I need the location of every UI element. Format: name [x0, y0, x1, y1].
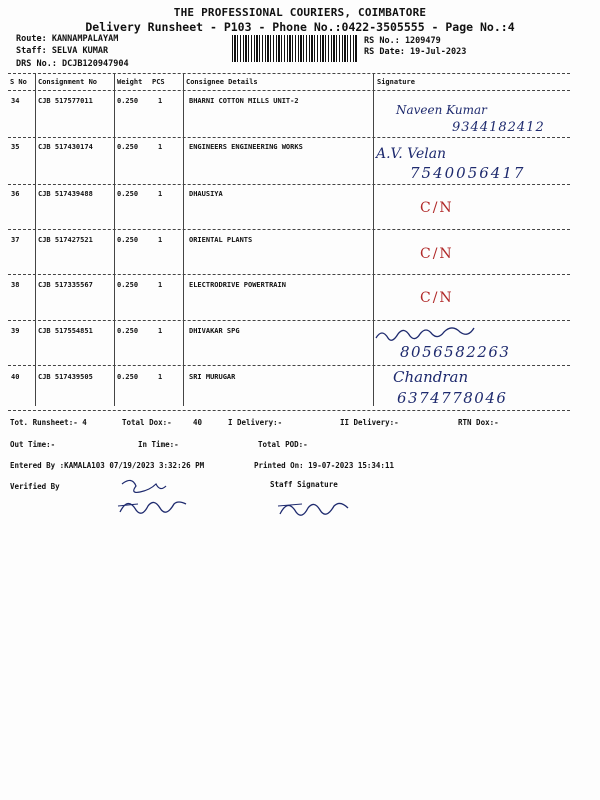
row-divider	[8, 320, 570, 321]
cell-consignment: CJB 517554851	[38, 327, 93, 335]
row-divider	[8, 365, 570, 366]
cell-consignment: CJB 517430174	[38, 143, 93, 151]
verifier-signature	[116, 476, 196, 520]
cell-weight: 0.250	[117, 143, 139, 151]
col-header-weight: Weight	[117, 78, 143, 86]
cell-consignee: DHIVAKAR SPG	[189, 327, 240, 335]
cell-sno: 40	[11, 373, 20, 381]
row-divider	[8, 274, 570, 275]
cell-consignee: DHAUSIYA	[189, 190, 223, 198]
handwritten-signature: Naveen Kumar	[396, 103, 487, 117]
cell-sno: 37	[11, 236, 20, 244]
table-top-border	[8, 73, 570, 74]
handwritten-signature: A.V. Velan	[376, 146, 447, 162]
cell-pcs: 1	[158, 97, 163, 105]
in-time: In Time:-	[138, 440, 179, 449]
cn-stamp: C/N	[420, 200, 454, 216]
handwritten-phone: 8056582263	[400, 343, 511, 361]
col-header-signature: Signature	[377, 78, 415, 86]
entered-by: Entered By :KAMALA103 07/19/2023 3:32:26 PM	[10, 461, 205, 470]
col-header-pcs: PCS	[152, 78, 165, 86]
column-divider	[114, 73, 115, 406]
column-divider	[183, 73, 184, 406]
total-pod: Total POD:-	[258, 440, 308, 449]
rs-number: RS No.: 1209479	[364, 36, 441, 46]
handwritten-phone: 6374778046	[397, 389, 508, 407]
company-title: THE PROFESSIONAL COURIERS, COIMBATORE	[173, 6, 427, 19]
cell-sno: 35	[11, 143, 20, 151]
cell-weight: 0.250	[117, 327, 139, 335]
cell-pcs: 1	[158, 373, 163, 381]
cell-weight: 0.250	[117, 373, 139, 381]
cell-consignee: BHARNI COTTON MILLS UNIT-2	[189, 97, 299, 105]
printed-on: Printed On: 19-07-2023 15:34:11	[254, 461, 394, 470]
cell-pcs: 1	[158, 327, 163, 335]
cell-pcs: 1	[158, 190, 163, 198]
verified-by-label: Verified By	[10, 482, 60, 491]
handwritten-phone: 9344182412	[452, 120, 545, 135]
barcode	[232, 35, 357, 62]
cell-consignment: CJB 517439488	[38, 190, 93, 198]
out-time: Out Time:-	[10, 440, 56, 449]
cell-pcs: 1	[158, 281, 163, 289]
row-divider	[8, 137, 570, 138]
cn-stamp: C/N	[420, 246, 454, 262]
cn-stamp: C/N	[420, 290, 454, 306]
cell-sno: 34	[11, 97, 20, 105]
cell-weight: 0.250	[117, 190, 139, 198]
i-delivery: I Delivery:-	[228, 418, 283, 427]
staff-label: Staff: SELVA KUMAR	[16, 46, 109, 56]
tot-runsheet: Tot. Runsheet:- 4	[10, 418, 87, 427]
cell-consignment: CJB 517577011	[38, 97, 93, 105]
cell-weight: 0.250	[117, 236, 139, 244]
cell-consignee: ENGINEERS ENGINEERING WORKS	[189, 143, 303, 151]
column-divider	[35, 73, 36, 406]
ii-delivery: II Delivery:-	[340, 418, 399, 427]
cell-sno: 39	[11, 327, 20, 335]
cell-consignee: ORIENTAL PLANTS	[189, 236, 253, 244]
cell-sno: 38	[11, 281, 20, 289]
rs-date: RS Date: 19-Jul-2023	[364, 47, 467, 57]
cell-pcs: 1	[158, 143, 163, 151]
drs-number: DRS No.: DCJB120947904	[16, 59, 129, 69]
handwritten-phone: 7540056417	[410, 164, 526, 182]
staff-signature	[276, 492, 356, 522]
cell-consignment: CJB 517335567	[38, 281, 93, 289]
cell-consignment: CJB 517427521	[38, 236, 93, 244]
table-header-border	[8, 90, 570, 91]
cell-consignment: CJB 517439505	[38, 373, 93, 381]
column-divider	[373, 73, 374, 406]
runsheet-subtitle: Delivery Runsheet - P103 - Phone No.:0422-3505555 - Page No.:4	[85, 20, 515, 34]
cell-sno: 36	[11, 190, 20, 198]
cell-weight: 0.250	[117, 281, 139, 289]
row-divider	[8, 184, 570, 185]
cell-pcs: 1	[158, 236, 163, 244]
handwritten-signature	[372, 324, 512, 344]
col-header-consignment: Consignment No	[38, 78, 98, 86]
total-dox-value: 40	[193, 418, 203, 427]
total-dox-label: Total Dox:-	[122, 418, 172, 427]
col-header-sno: S No	[10, 78, 27, 86]
cell-consignee: ELECTRODRIVE POWERTRAIN	[189, 281, 286, 289]
rtn-dox: RTN Dox:-	[458, 418, 499, 427]
route-label: Route: KANNAMPALAYAM	[16, 34, 119, 44]
staff-signature-label: Staff Signature	[270, 480, 338, 489]
col-header-consignee: Consignee Details	[186, 78, 258, 86]
cell-consignee: SRI MURUGAR	[189, 373, 236, 381]
cell-weight: 0.250	[117, 97, 139, 105]
handwritten-signature: Chandran	[393, 368, 469, 386]
row-divider	[8, 229, 570, 230]
table-bottom-border	[8, 410, 570, 411]
